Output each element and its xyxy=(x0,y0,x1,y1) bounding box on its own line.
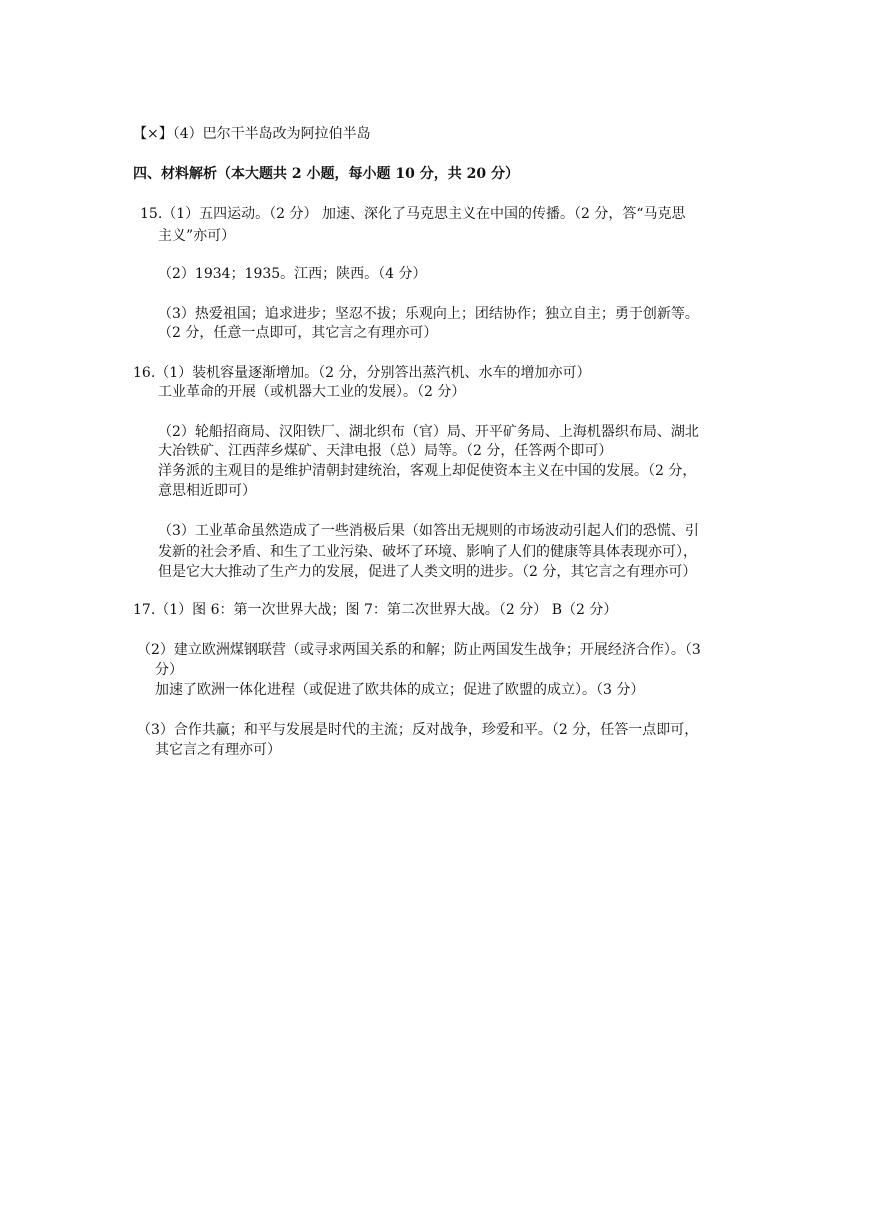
answer-line: （2）轮船招商局、汉阳铁厂、湖北织布（官）局、开平矿务局、上海机器织布局、湖北 xyxy=(158,424,699,440)
answer-line: 主义”亦可） xyxy=(158,228,236,244)
answer-line: 洋务派的主观目的是维护清朝封建统治，客观上却促使资本主义在中国的发展。（2 分， xyxy=(158,463,697,479)
answer-line: 发新的社会矛盾、和生了工业污染、破坏了环境、影响了人们的健康等具体表现亦可）， xyxy=(158,544,697,560)
answer-line: （2 分，任意一点即可，其它言之有理亦可） xyxy=(158,325,438,341)
answer-line: 其它言之有理亦可） xyxy=(155,742,281,758)
answer-line: 15.（1）五四运动。（2 分） 加速、深化了马克思主义在中国的传播。（2 分，答“马克思 xyxy=(140,206,686,222)
answer-line: 17.（1）图 6：第一次世界大战；图 7：第二次世界大战。（2 分） B（2 分） xyxy=(133,602,618,618)
answer-line: （2）建立欧洲煤钢联营（或寻求两国关系的和解；防止两国发生战争；开展经济合作）。（3 xyxy=(137,642,701,658)
answer-line: 16.（1）装机容量逐渐增加。（2 分，分别答出蒸汽机、水车的增加亦可） xyxy=(133,365,591,381)
answer-line: 分） xyxy=(155,662,183,678)
answer-line: 但是它大大推动了生产力的发展，促进了人类文明的进步。（2 分，其它言之有理亦可） xyxy=(158,564,697,580)
answer-line: （2）1934；1935。江西；陕西。（4 分） xyxy=(158,266,427,282)
answer-line: 大冶铁矿、江西萍乡煤矿、天津电报（总）局等。（2 分，任答两个即可） xyxy=(158,443,613,459)
section-heading: 四、材料解析（本大题共 2 小题，每小题 10 分，共 20 分） xyxy=(133,166,519,182)
answer-line: （3）工业革命虽然造成了一些消极后果（如答出无规则的市场波动引起人们的恐慌、引 xyxy=(158,523,699,539)
answer-line: 工业革命的开展（或机器大工业的发展）。（2 分） xyxy=(158,384,466,400)
answer-line: 意思相近即可） xyxy=(158,483,256,499)
answer-line: （3）热爱祖国；追求进步；坚忍不拔；乐观向上；团结协作；独立自主；勇于创新等。 xyxy=(158,306,699,322)
answer-line: （3）合作共赢；和平与发展是时代的主流；反对战争，珍爱和平。（2 分，任答一点即可， xyxy=(137,722,699,738)
answer-line: 【×】（4）巴尔干半岛改为阿拉伯半岛 xyxy=(133,126,371,142)
answer-line: 加速了欧洲一体化进程（或促进了欧共体的成立；促进了欧盟的成立）。（3 分） xyxy=(155,682,645,698)
